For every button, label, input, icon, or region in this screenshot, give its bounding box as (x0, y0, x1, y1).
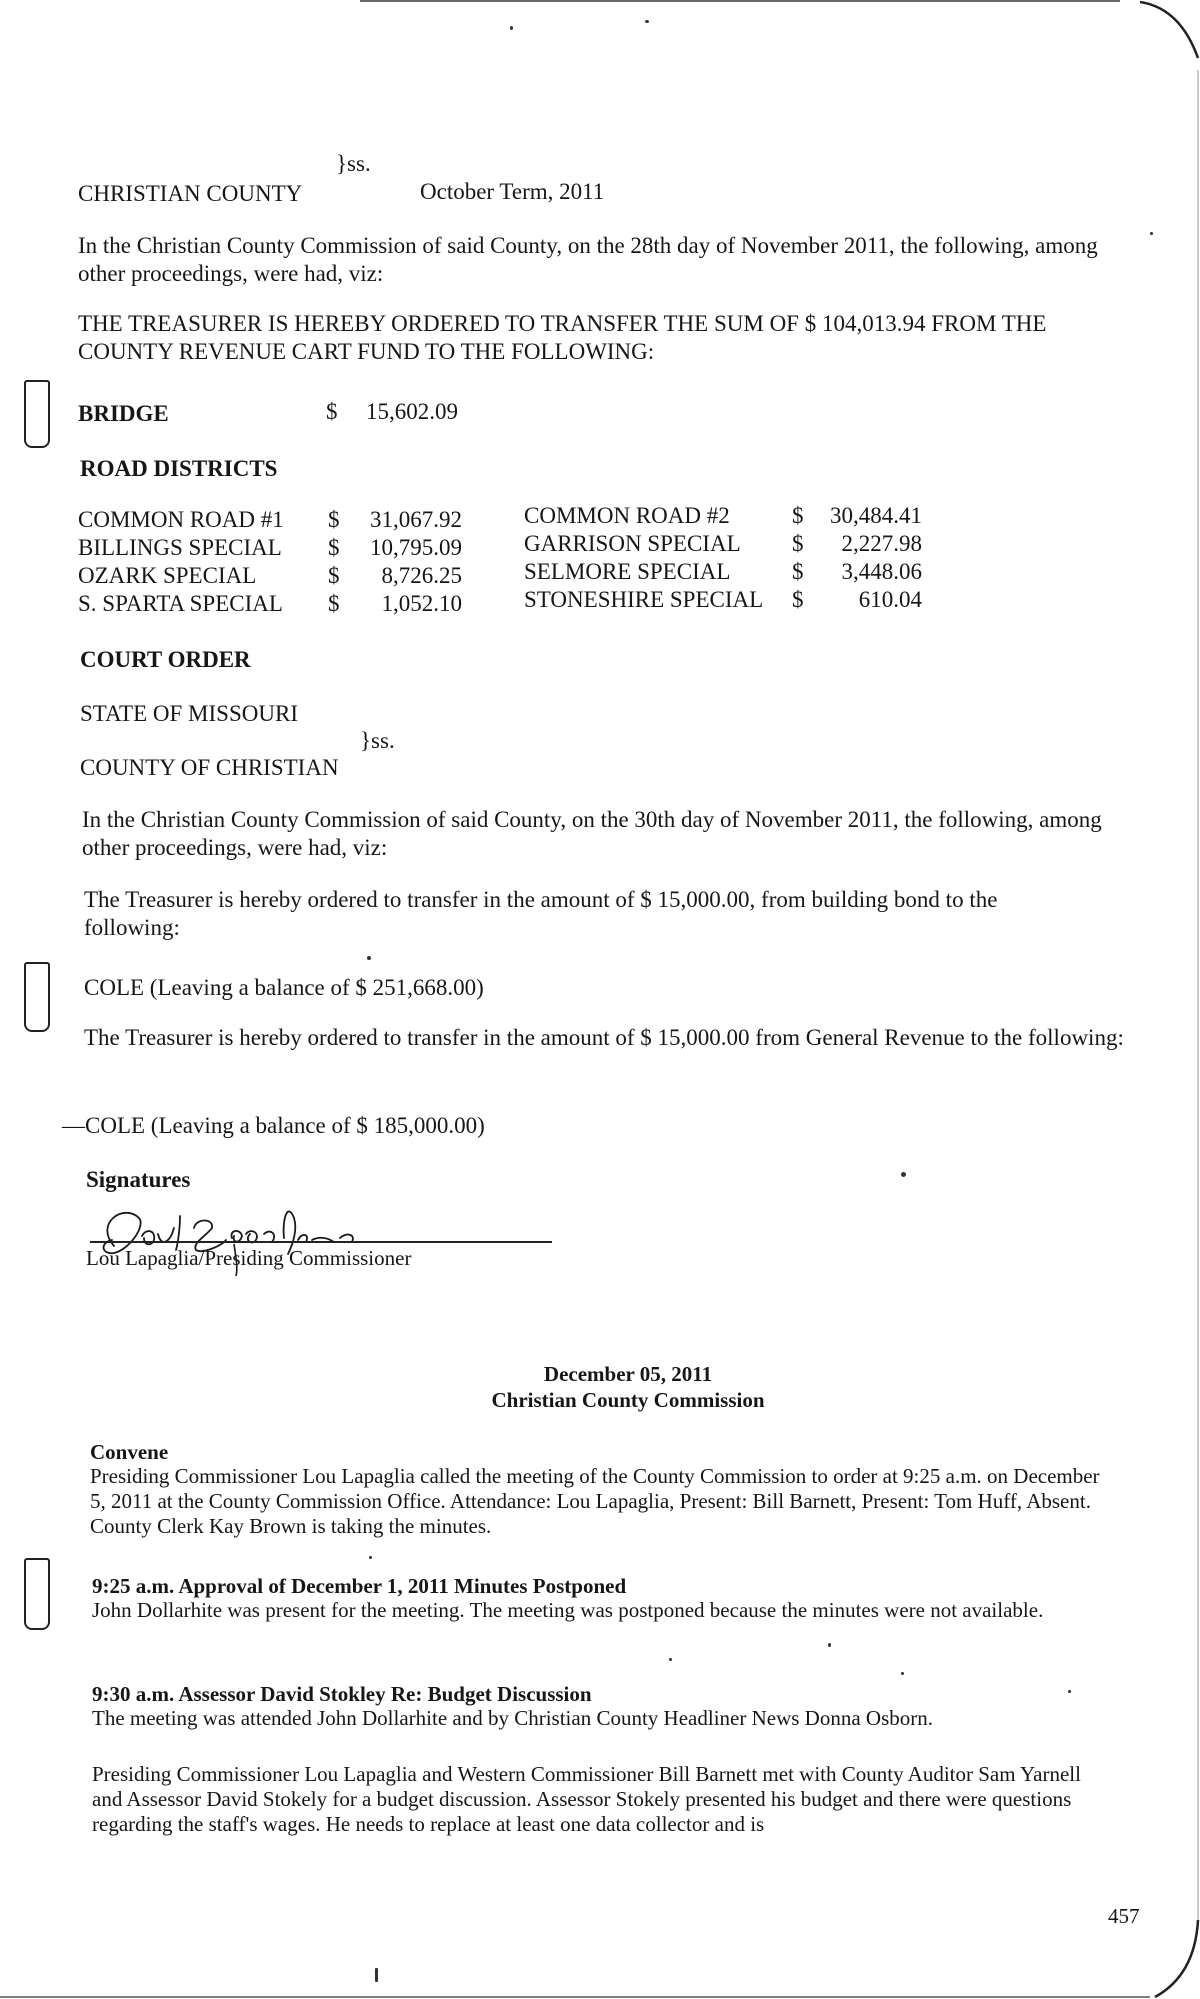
item-925-text: John Dollarhite was present for the meeting. The meeting was postponed because the minutes were not available. (92, 1598, 1044, 1622)
scan-speck (1150, 232, 1153, 235)
item-930-heading: 9:30 a.m. Assessor David Stokley Re: Budget Discussion (92, 1682, 592, 1706)
scan-speck (369, 1556, 372, 1559)
district-currency: $ (792, 503, 804, 528)
district-amount: 610.04 (858, 587, 922, 612)
item-925-heading: 9:25 a.m. Approval of December 1, 2011 Minutes Postponed (92, 1574, 627, 1598)
district-currency: $ (792, 559, 804, 584)
district-amount: 2,227.98 (841, 531, 922, 556)
scan-bottom-edge (0, 1996, 1150, 1998)
item-930-text: The meeting was attended John Dollarhite and by Christian County Headliner News Donna Osborn. (92, 1706, 933, 1730)
district-currency: $ (328, 535, 340, 560)
budget-paragraph: Presiding Commissioner Lou Lapaglia and Western Commissioner Bill Barnett met with County Auditor Sam Yarnell and Assessor David Stokely for a budget discussion. Assessor Stokely presented his budget and there were questions regarding the staff's wages. He needs to replace at least one data collector and is (92, 1762, 1081, 1836)
court-order-county: COUNTY OF CHRISTIAN (80, 755, 339, 780)
scan-speck (367, 956, 371, 960)
district-currency: $ (792, 531, 804, 556)
table-row (78, 506, 462, 534)
table-row (524, 558, 922, 586)
convene-text: Presiding Commissioner Lou Lapaglia called the meeting of the County Commission to order at 9:25 a.m. on December 5, 2011 at the County Commission Office. Attendance: Lou Lapaglia, Present: Bill Barnett, Present: Tom Huff, Absent. County Clerk Kay Brown is taking the minutes. (90, 1464, 1100, 1538)
district-amount: 8,726.25 (381, 563, 462, 588)
scan-speck (1068, 1690, 1071, 1693)
transfer-order-1: THE TREASURER IS HEREBY ORDERED TO TRANSFER THE SUM OF $ 104,013.94 FROM THE COUNTY REVENUE CART FUND TO THE FOLLOWING: (78, 311, 1047, 364)
district-amount: 1,052.10 (381, 591, 462, 616)
district-amount: 31,067.92 (370, 507, 462, 532)
scan-speck (828, 1643, 831, 1647)
road-districts-left-table (78, 506, 462, 618)
scan-speck (645, 20, 649, 23)
transfer-paragraph-2: The Treasurer is hereby ordered to transfer in the amount of $ 15,000.00 from General Revenue to the following: (84, 1025, 1124, 1050)
signature-line (90, 1241, 552, 1243)
page-curl-bottom-right (1150, 1920, 1200, 1999)
scan-top-edge (360, 0, 1120, 2)
district-name: COMMON ROAD #1 (78, 507, 284, 532)
district-name: OZARK SPECIAL (78, 563, 257, 588)
county-name: CHRISTIAN COUNTY (78, 181, 303, 206)
scan-speck (901, 1172, 906, 1177)
page-number: 457 (1108, 1904, 1140, 1928)
intro-paragraph-2: In the Christian County Commission of said County, on the 30th day of November 2011, the following, among other proceedings, were had, viz: (82, 807, 1102, 860)
scan-right-edge (1197, 70, 1199, 1920)
district-currency: $ (792, 587, 804, 612)
district-name: STONESHIRE SPECIAL (524, 587, 764, 612)
table-row (524, 530, 922, 558)
table-row (78, 562, 462, 590)
road-districts-right-table (524, 502, 922, 614)
district-name: COMMON ROAD #2 (524, 503, 730, 528)
table-row (524, 502, 922, 530)
page-curl-top-right (1140, 0, 1200, 60)
bridge-currency: $ (326, 399, 338, 424)
margin-bracket (24, 380, 50, 448)
court-order-heading: COURT ORDER (80, 647, 251, 672)
county-ss: }ss. (336, 151, 371, 176)
scan-speck (901, 1672, 904, 1675)
scan-speck (669, 1658, 672, 1661)
district-currency: $ (328, 507, 340, 532)
cole-line-2: —COLE (Leaving a balance of $ 185,000.00) (62, 1113, 485, 1138)
meeting-date: December 05, 2011 (543, 1362, 713, 1386)
district-name: BILLINGS SPECIAL (78, 535, 282, 560)
district-name: S. SPARTA SPECIAL (78, 591, 283, 616)
convene-heading: Convene (90, 1440, 169, 1464)
term: October Term, 2011 (420, 179, 605, 204)
court-order-ss: }ss. (360, 728, 395, 753)
bridge-amount: 15,602.09 (366, 399, 458, 424)
transfer-paragraph-1: The Treasurer is hereby ordered to transfer in the amount of $ 15,000.00, from building bond to the following: (84, 887, 998, 940)
district-name: GARRISON SPECIAL (524, 531, 741, 556)
table-row (78, 534, 462, 562)
table-row (78, 590, 462, 618)
bridge-label: BRIDGE (78, 401, 169, 426)
scan-speck (375, 1968, 378, 1982)
table-row (524, 586, 922, 614)
court-order-state: STATE OF MISSOURI (80, 701, 298, 726)
district-currency: $ (328, 563, 340, 588)
signature-caption: Lou Lapaglia/Presiding Commissioner (86, 1246, 412, 1270)
margin-bracket (24, 1558, 50, 1630)
intro-paragraph-1: In the Christian County Commission of said County, on the 28th day of November 2011, the following, among other proceedings, were had, viz: (78, 233, 1098, 286)
margin-bracket (24, 962, 50, 1032)
district-name: SELMORE SPECIAL (524, 559, 731, 584)
district-amount: 30,484.41 (830, 503, 922, 528)
cole-line-1: COLE (Leaving a balance of $ 251,668.00) (84, 975, 484, 1000)
scan-speck (510, 26, 513, 30)
meeting-body: Christian County Commission (491, 1388, 765, 1412)
signatures-heading: Signatures (86, 1167, 191, 1192)
district-currency: $ (328, 591, 340, 616)
district-amount: 10,795.09 (370, 535, 462, 560)
road-districts-heading: ROAD DISTRICTS (80, 456, 278, 481)
district-amount: 3,448.06 (841, 559, 922, 584)
